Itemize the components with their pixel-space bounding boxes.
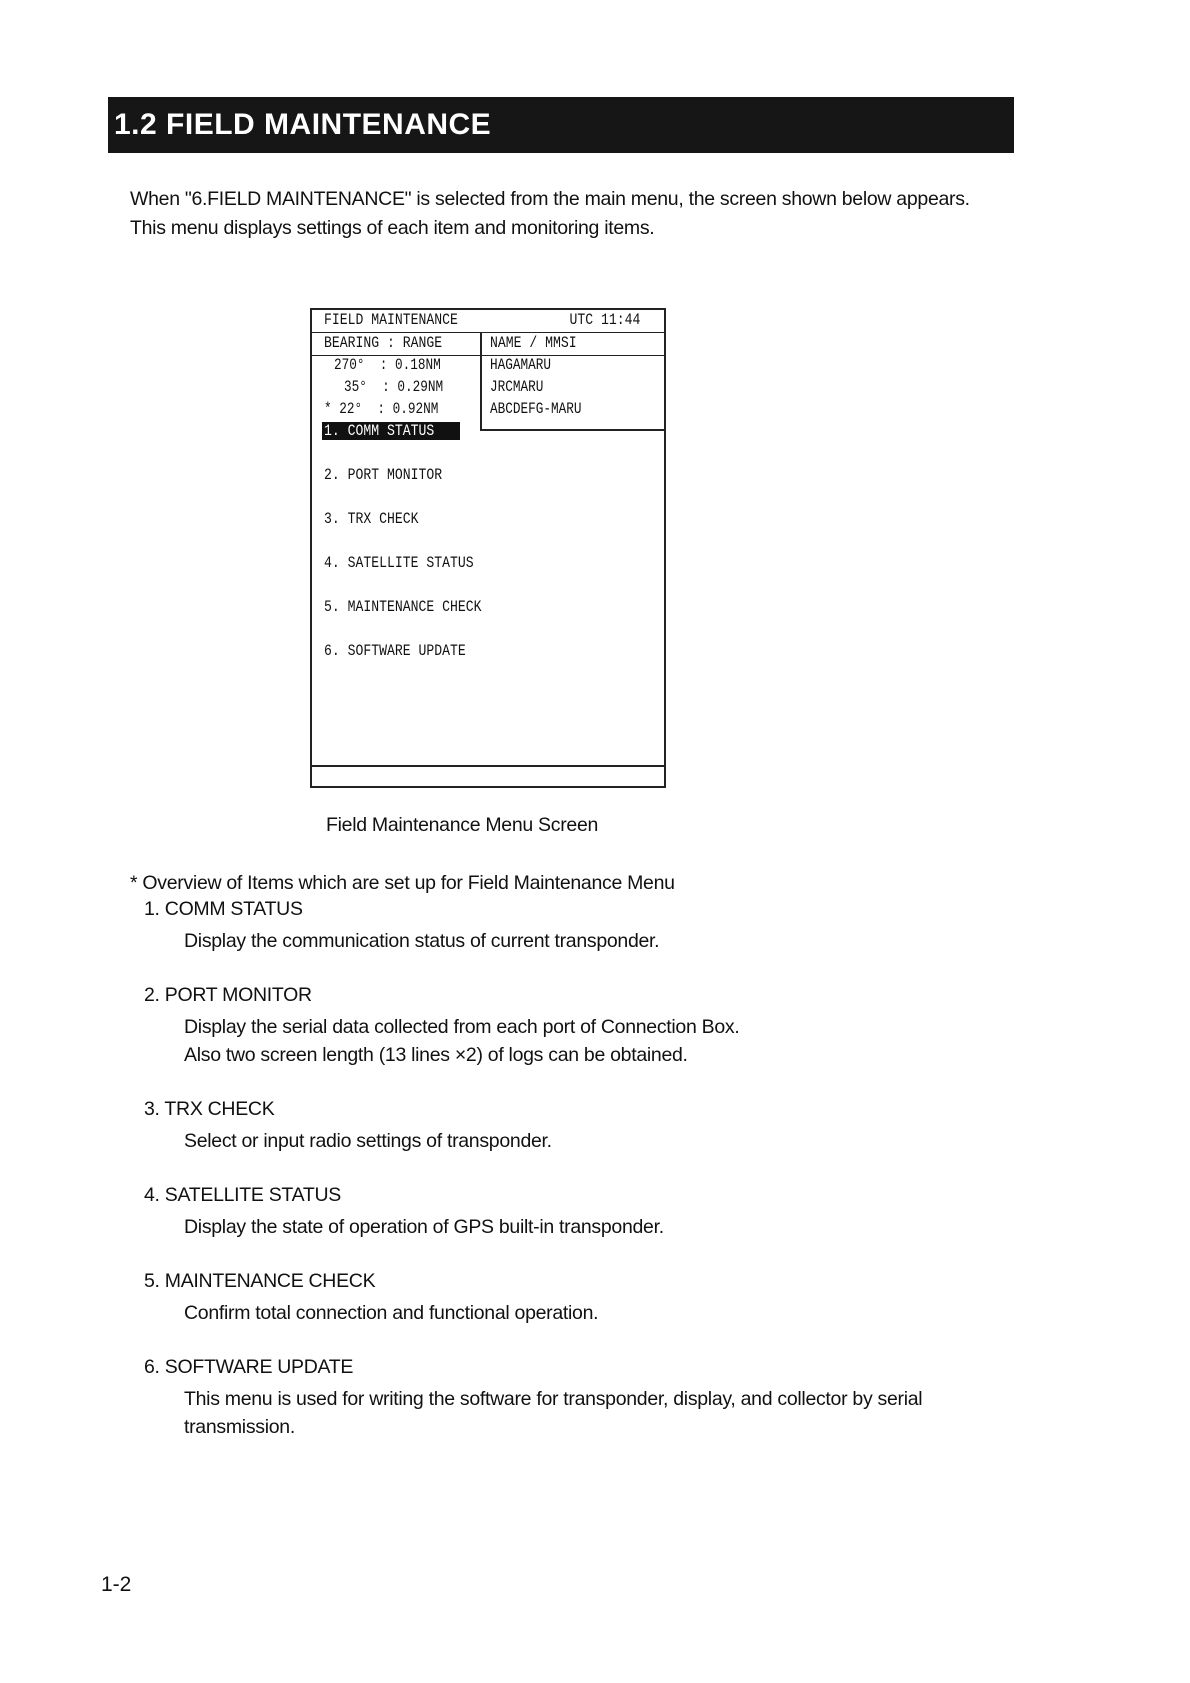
overview-item-desc: Select or input radio settings of transponder.: [184, 1130, 552, 1152]
figure-caption: Field Maintenance Menu Screen: [326, 814, 599, 836]
intro-line-2: This menu displays settings of each item and monitoring items.: [130, 217, 655, 239]
overview-item: [144, 984, 1024, 1069]
screen-title-bar: [312, 310, 664, 333]
target-name: ABCDEFG-MARU: [490, 400, 582, 418]
screen-title: FIELD MAINTENANCE: [324, 311, 458, 329]
bearing-range-header: BEARING : RANGE: [324, 334, 443, 352]
overview-item: [144, 1356, 1024, 1441]
overview-item: [144, 1184, 1024, 1241]
target-bearing: 35° : 0.29NM: [344, 378, 444, 396]
overview-item-title: 2. PORT MONITOR: [144, 984, 312, 1006]
menu-item-software-update[interactable]: 6. SOFTWARE UPDATE: [324, 642, 466, 660]
overview-item-desc: Display the serial data collected from each port of Connection Box. Also two screen length (13 lines ×2) of logs can be obtained.: [184, 1016, 740, 1066]
menu-item-trx-check[interactable]: 3. TRX CHECK: [324, 510, 419, 528]
target-row: [312, 378, 664, 398]
target-bearing: * 22° : 0.92NM: [324, 400, 439, 418]
overview-item-desc: Confirm total connection and functional operation.: [184, 1302, 599, 1324]
intro-line-1: When "6.FIELD MAINTENANCE" is selected from the main menu, the screen shown below appears.: [130, 188, 970, 210]
page-number: 1-2: [101, 1573, 132, 1596]
overview-item-desc: Display the communication status of current transponder.: [184, 930, 660, 952]
menu-item-maintenance-check[interactable]: 5. MAINTENANCE CHECK: [324, 598, 482, 616]
section-title: 1.2 FIELD MAINTENANCE: [108, 97, 1014, 153]
target-row: [312, 400, 664, 420]
overview-item: [144, 898, 1024, 955]
utc-clock: UTC 11:44: [569, 311, 640, 329]
overview-item-title: 5. MAINTENANCE CHECK: [144, 1270, 376, 1292]
overview-item-desc: Display the state of operation of GPS built-in transponder.: [184, 1216, 664, 1238]
intro-text: [130, 186, 970, 241]
screen-status-divider: [312, 765, 664, 767]
target-list-header: [312, 333, 664, 356]
overview-heading: * Overview of Items which are set up for Field Maintenance Menu: [130, 872, 675, 894]
overview-item-title: 6. SOFTWARE UPDATE: [144, 1356, 354, 1378]
target-bearing: 270° : 0.18NM: [334, 356, 441, 374]
target-row: [312, 356, 664, 376]
target-name: HAGAMARU: [490, 356, 552, 374]
overview-item-title: 4. SATELLITE STATUS: [144, 1184, 341, 1206]
overview-item-desc: This menu is used for writing the software for transponder, display, and collector by serial transmission.: [184, 1388, 923, 1438]
target-list-bottom-border: [480, 429, 664, 431]
overview-item: [144, 1270, 1024, 1327]
name-mmsi-header: NAME / MMSI: [490, 334, 577, 352]
overview-item-title: 1. COMM STATUS: [144, 898, 303, 920]
overview-item-title: 3. TRX CHECK: [144, 1098, 275, 1120]
menu-item-comm-status[interactable]: 1. COMM STATUS: [322, 422, 460, 440]
overview-item: [144, 1098, 1024, 1155]
menu-item-port-monitor[interactable]: 2. PORT MONITOR: [324, 466, 443, 484]
target-name: JRCMARU: [490, 378, 544, 396]
menu-item-satellite-status[interactable]: 4. SATELLITE STATUS: [324, 554, 474, 572]
field-maintenance-screen: [310, 308, 666, 788]
